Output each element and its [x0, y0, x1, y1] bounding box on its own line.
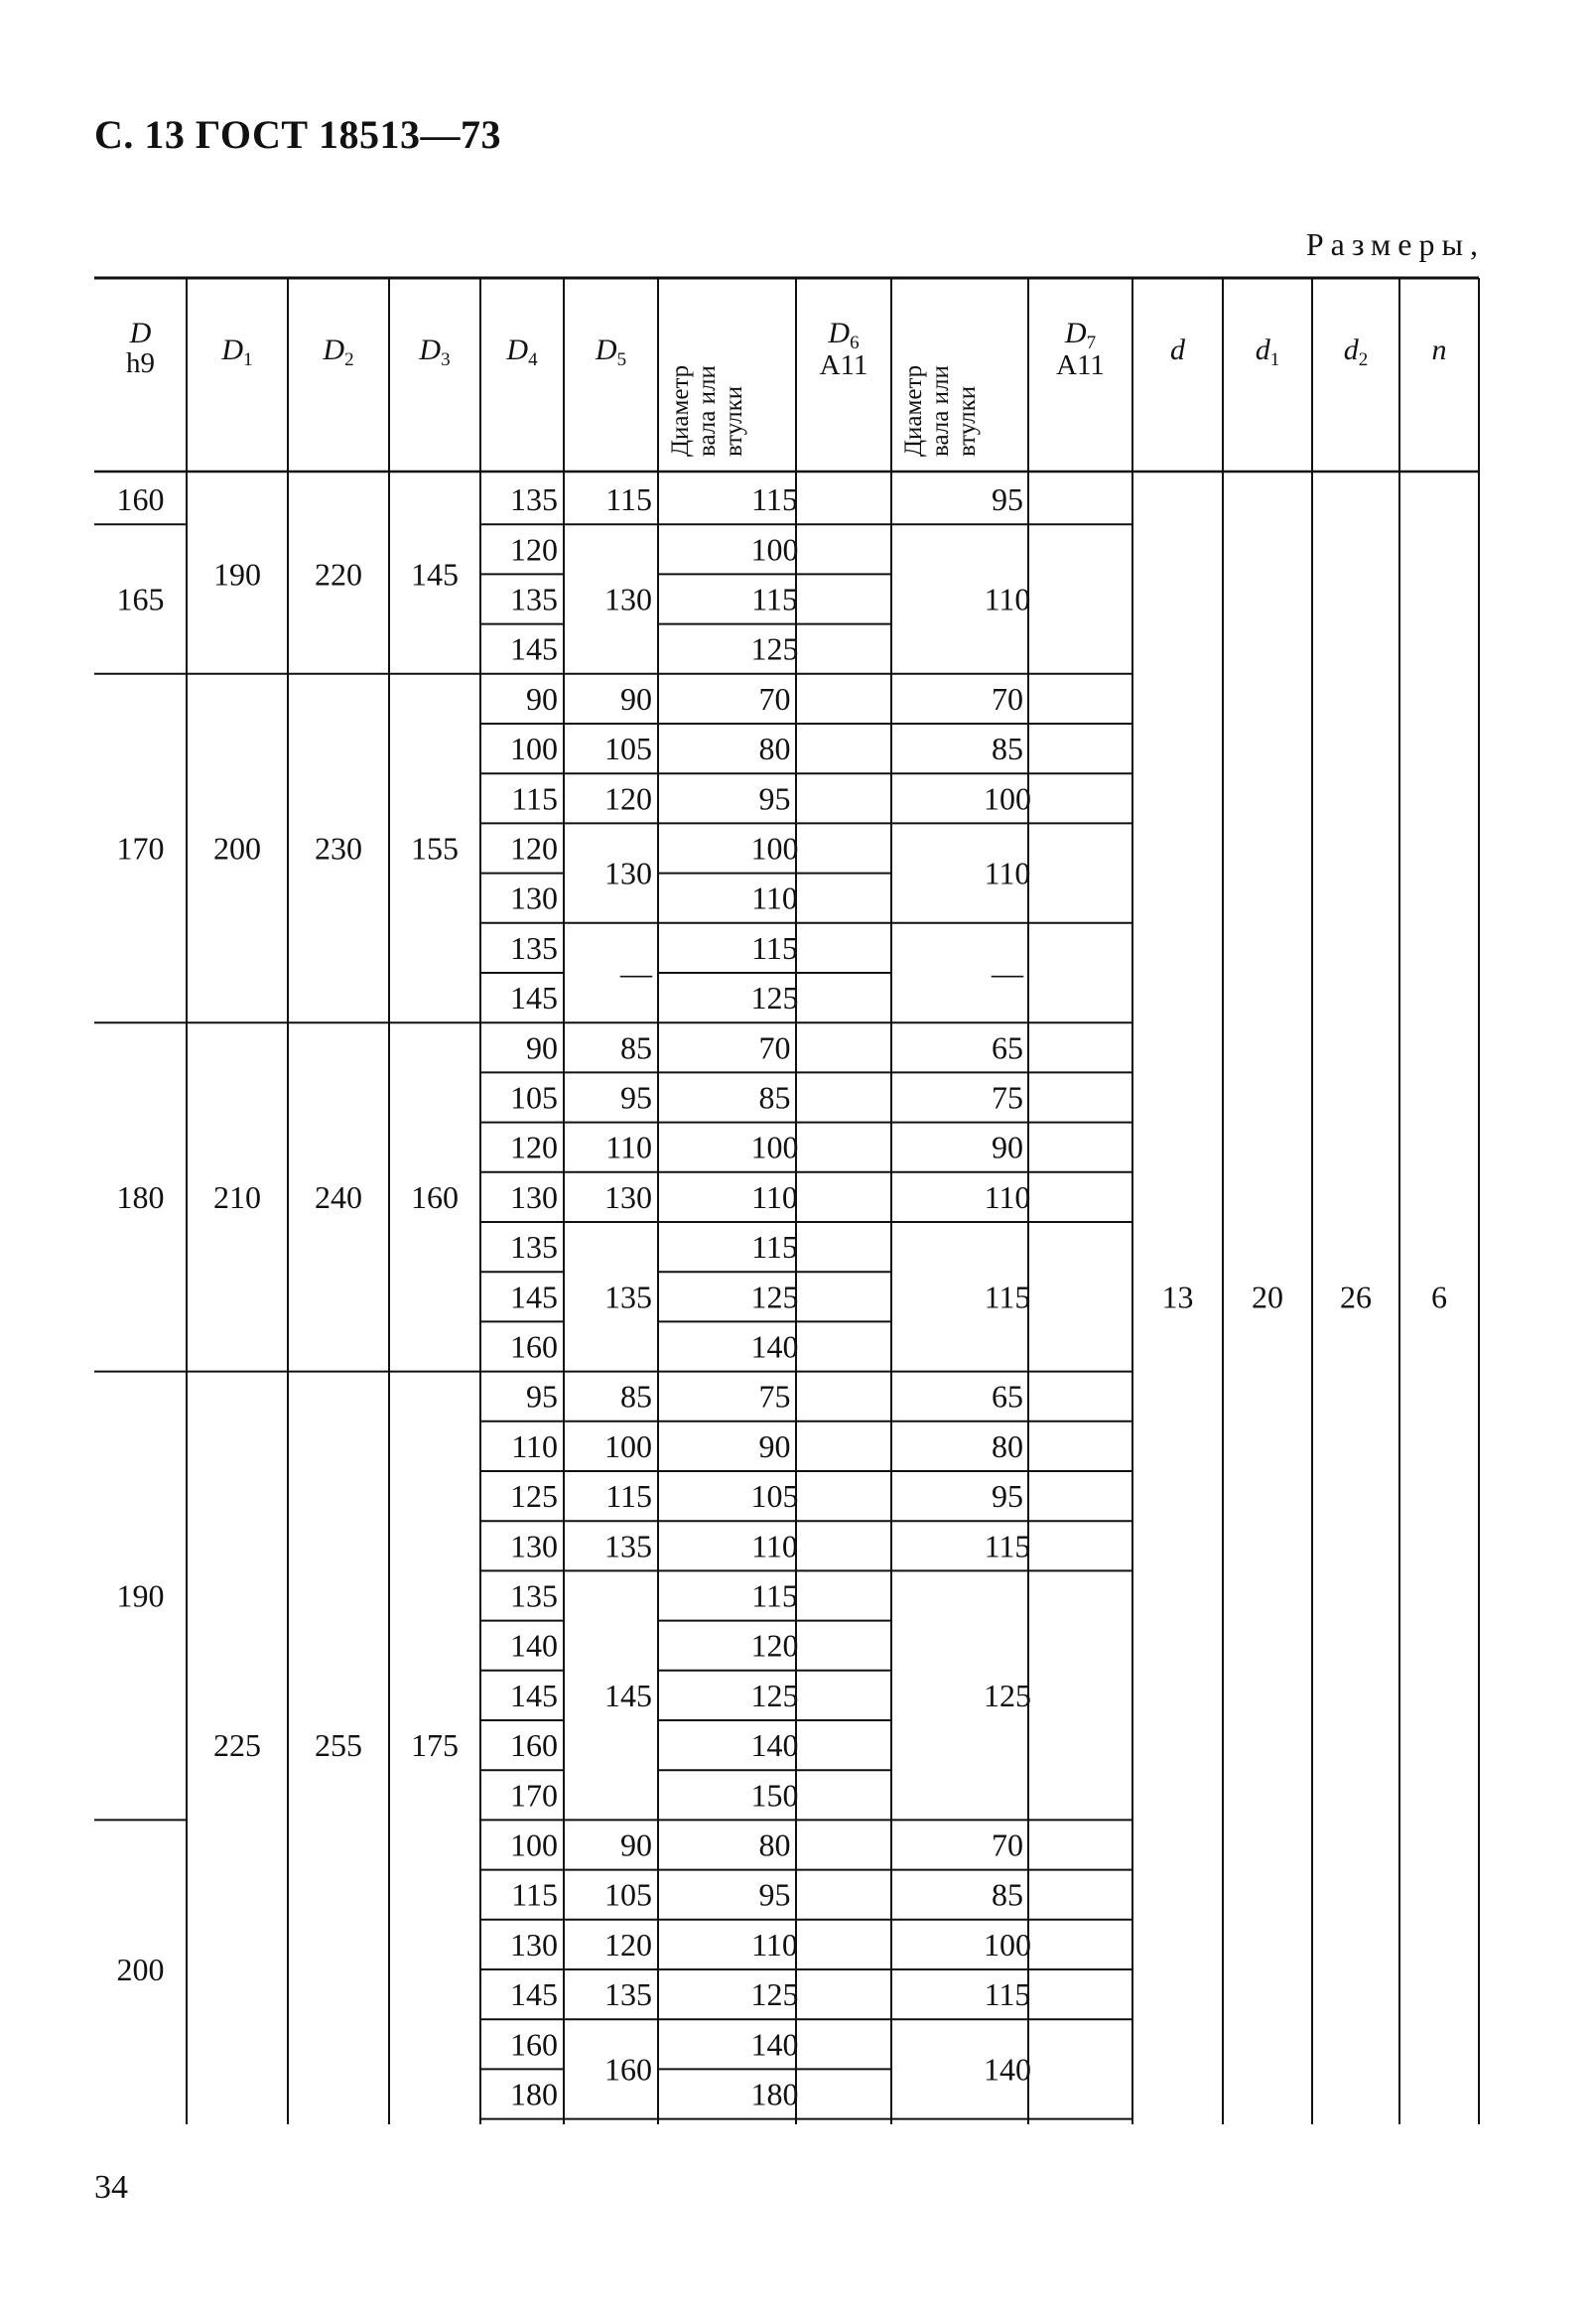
cell-D: 170 [116, 830, 165, 867]
cell-D: 190 [116, 1577, 165, 1614]
cell-shaft1-D6: 110 [751, 1178, 798, 1215]
cell-D3: 145 [411, 556, 459, 593]
cell-D5: 160 [604, 2051, 652, 2088]
cell-shaft2-D7: 115 [984, 1528, 1031, 1564]
cell-shaft1-D6: 115 [751, 581, 798, 617]
header-D-tolerance: h9 [126, 347, 155, 379]
header-shaft-diameter-1-line: Диаметр [667, 364, 694, 457]
cell-shaft1-D6: 100 [750, 830, 799, 867]
cell-D3: 175 [411, 1727, 459, 1764]
header-shaft-diameter-1-line: вала или [694, 365, 721, 457]
cell-D4: 160 [510, 1328, 558, 1365]
cell-shaft1-D6: 140 [750, 2026, 799, 2063]
cell-D4: 125 [510, 1478, 558, 1515]
cell-D4: 160 [510, 2026, 558, 2063]
cell-D4: 145 [510, 630, 558, 667]
cell-shaft1-D6: 125 [750, 1279, 799, 1315]
cell-D1: 190 [213, 556, 261, 593]
header-D3: $D_3$ [419, 334, 451, 370]
cell-shaft2-D7: 140 [984, 2051, 1031, 2088]
cell-D5: — [620, 955, 652, 991]
cell-shaft2-D7: 90 [992, 1129, 1023, 1165]
cell-D4: 130 [510, 1178, 558, 1215]
cell-shaft1-D6: 70 [758, 680, 791, 717]
cell-shaft2-D7: — [992, 955, 1023, 991]
cell-shaft1-D6: 70 [758, 1029, 791, 1066]
cell-shaft2-D7: 95 [992, 481, 1023, 518]
cell-n: 6 [1431, 1279, 1447, 1315]
cell-shaft2-D7: 115 [984, 1976, 1031, 2013]
cell-D5: 120 [604, 780, 652, 817]
cell-shaft1-D6: 75 [758, 1378, 791, 1415]
cell-D4: 130 [510, 1528, 558, 1564]
cell-D4: 105 [510, 1079, 558, 1116]
cell-D4: 130 [510, 1926, 558, 1963]
cell-D5: 120 [604, 1926, 652, 1963]
cell-shaft1-D6: 95 [758, 1876, 791, 1913]
cell-shaft2-D7: 110 [984, 581, 1031, 617]
cell-shaft1-D6: 95 [758, 780, 791, 817]
cell-D1: 200 [213, 830, 261, 867]
cell-shaft1-D6: 140 [750, 1328, 799, 1365]
cell-D: 200 [116, 1952, 165, 1987]
cell-D: 165 [116, 581, 165, 617]
cell-D5: 105 [604, 731, 652, 767]
cell-D4: 120 [510, 1129, 558, 1165]
cell-shaft2-D7: 80 [992, 1427, 1023, 1464]
header-D6-tolerance: A11 [819, 349, 868, 381]
cell-D3: 160 [411, 1178, 459, 1215]
cell-D3: 155 [411, 830, 459, 867]
cell-D: 160 [116, 481, 165, 518]
header-shaft-diameter-2-line: Диаметр [900, 364, 927, 457]
cell-shaft1-D6: 85 [758, 1079, 791, 1116]
cell-D4: 145 [510, 1677, 558, 1713]
cell-shaft2-D7: 70 [992, 680, 1023, 717]
cell-D4: 145 [510, 1279, 558, 1315]
cell-shaft2-D7: 100 [984, 1926, 1031, 1963]
page-title: С. 13 ГОСТ 18513—73 [94, 112, 502, 157]
cell-shaft1-D6: 90 [758, 1427, 791, 1464]
cell-shaft2-D7: 85 [992, 1876, 1023, 1913]
cell-D4: 140 [510, 1627, 558, 1664]
cell-D4: 135 [510, 481, 558, 518]
cell-shaft2-D7: 65 [992, 1378, 1023, 1415]
cell-D2: 255 [315, 1727, 362, 1764]
cell-D5: 115 [605, 481, 652, 518]
cell-shaft2-D7: 110 [984, 1178, 1031, 1215]
header-d1: $d_1$ [1255, 334, 1280, 370]
cell-D4: 160 [510, 1727, 558, 1764]
cell-shaft1-D6: 180 [750, 2076, 799, 2112]
cell-D5: 135 [604, 1528, 652, 1564]
cell-shaft2-D7: 115 [984, 1279, 1031, 1315]
cell-shaft2-D7: 95 [992, 1478, 1023, 1515]
cell-D5: 100 [604, 1427, 652, 1464]
header-D: D [129, 317, 152, 349]
cell-D4: 145 [510, 1976, 558, 2013]
cell-D4: 145 [510, 980, 558, 1016]
cell-d: 13 [1161, 1279, 1194, 1315]
cell-D5: 145 [604, 1677, 652, 1713]
cell-shaft2-D7: 100 [984, 780, 1031, 817]
cell-D4: 100 [510, 731, 558, 767]
header-D5: $D_5$ [595, 334, 627, 370]
header-shaft-diameter-1-line: втулки [721, 385, 747, 457]
cell-shaft1-D6: 100 [750, 1129, 799, 1165]
cell-D5: 85 [620, 1378, 652, 1415]
cell-shaft1-D6: 115 [751, 481, 798, 518]
cell-D1: 225 [213, 1727, 261, 1764]
cell-shaft2-D7: 70 [992, 1827, 1023, 1863]
header-shaft-diameter-1 [667, 365, 747, 457]
cell-D2: 220 [315, 556, 362, 593]
cell-D5: 95 [620, 1079, 652, 1116]
header-D4: $D_4$ [506, 334, 538, 370]
cell-shaft2-D7: 125 [984, 1677, 1031, 1713]
header-D1: $D_1$ [221, 334, 253, 370]
cell-shaft2-D7: 75 [992, 1079, 1023, 1116]
header-D6: $D_6$ [828, 317, 860, 353]
cell-shaft2-D7: 85 [992, 731, 1023, 767]
cell-d1: 20 [1252, 1279, 1283, 1315]
cell-D4: 130 [510, 880, 558, 916]
header-shaft-diameter-2-line: вала или [927, 365, 954, 457]
cell-shaft1-D6: 125 [750, 1677, 799, 1713]
cell-D4: 120 [510, 531, 558, 568]
cell-D4: 110 [511, 1427, 558, 1464]
cell-shaft1-D6: 115 [751, 1229, 798, 1266]
cell-D4: 120 [510, 830, 558, 867]
cell-shaft2-D7: 110 [984, 855, 1031, 891]
cell-D5: 90 [620, 680, 652, 717]
cell-shaft1-D6: 125 [750, 980, 799, 1016]
header-shaft-diameter-2 [900, 365, 981, 457]
header-n: n [1431, 334, 1447, 366]
header-d2: $d_2$ [1343, 334, 1369, 370]
header-D7-tolerance: A11 [1056, 349, 1105, 381]
cell-D4: 135 [510, 1229, 558, 1266]
cell-D: 180 [116, 1178, 165, 1215]
units-label: Размеры, [1305, 226, 1485, 262]
cell-shaft1-D6: 80 [758, 1827, 791, 1863]
cell-shaft1-D6: 80 [758, 731, 791, 767]
cell-D4: 170 [510, 1777, 558, 1814]
cell-D5: 105 [604, 1876, 652, 1913]
cell-shaft1-D6: 105 [750, 1478, 799, 1515]
cell-shaft1-D6: 115 [751, 1577, 798, 1614]
page-number: 34 [94, 2169, 128, 2206]
cell-D4: 135 [510, 581, 558, 617]
cell-D1: 210 [213, 1178, 261, 1215]
cell-D2: 240 [315, 1178, 362, 1215]
header-d: d [1170, 334, 1185, 366]
cell-shaft1-D6: 100 [750, 531, 799, 568]
cell-D2: 230 [315, 830, 362, 867]
cell-D5: 130 [604, 855, 652, 891]
cell-shaft1-D6: 150 [750, 1777, 799, 1814]
cell-D4: 90 [526, 680, 558, 717]
cell-D4: 115 [511, 780, 558, 817]
cell-D4: 100 [510, 1827, 558, 1863]
cell-D4: 135 [510, 1577, 558, 1614]
cell-D5: 130 [604, 581, 652, 617]
cell-D5: 130 [604, 1178, 652, 1215]
cell-shaft1-D6: 120 [750, 1627, 799, 1664]
header-shaft-diameter-2-line: втулки [954, 385, 981, 457]
cell-D5: 90 [620, 1827, 652, 1863]
cell-D4: 90 [526, 1029, 558, 1066]
cell-D5: 135 [604, 1976, 652, 2013]
cell-shaft1-D6: 140 [750, 1727, 799, 1764]
cell-shaft1-D6: 115 [751, 929, 798, 966]
cell-D5: 135 [604, 1279, 652, 1315]
cell-shaft1-D6: 125 [750, 1976, 799, 2013]
cell-D4: 180 [510, 2076, 558, 2112]
cell-D4: 135 [510, 929, 558, 966]
header-D7: $D_7$ [1064, 317, 1097, 353]
cell-D5: 110 [605, 1129, 652, 1165]
cell-d2: 26 [1340, 1279, 1372, 1315]
cell-D4: 115 [511, 1876, 558, 1913]
cell-shaft2-D7: 65 [992, 1029, 1023, 1066]
cell-shaft1-D6: 125 [750, 630, 799, 667]
cell-shaft1-D6: 110 [751, 1926, 798, 1963]
cell-D5: 85 [620, 1029, 652, 1066]
header-D2: $D_2$ [323, 334, 354, 370]
cell-shaft1-D6: 110 [751, 1528, 798, 1564]
cell-shaft1-D6: 110 [751, 880, 798, 916]
cell-D4: 95 [526, 1378, 558, 1415]
cell-D5: 115 [605, 1478, 652, 1515]
